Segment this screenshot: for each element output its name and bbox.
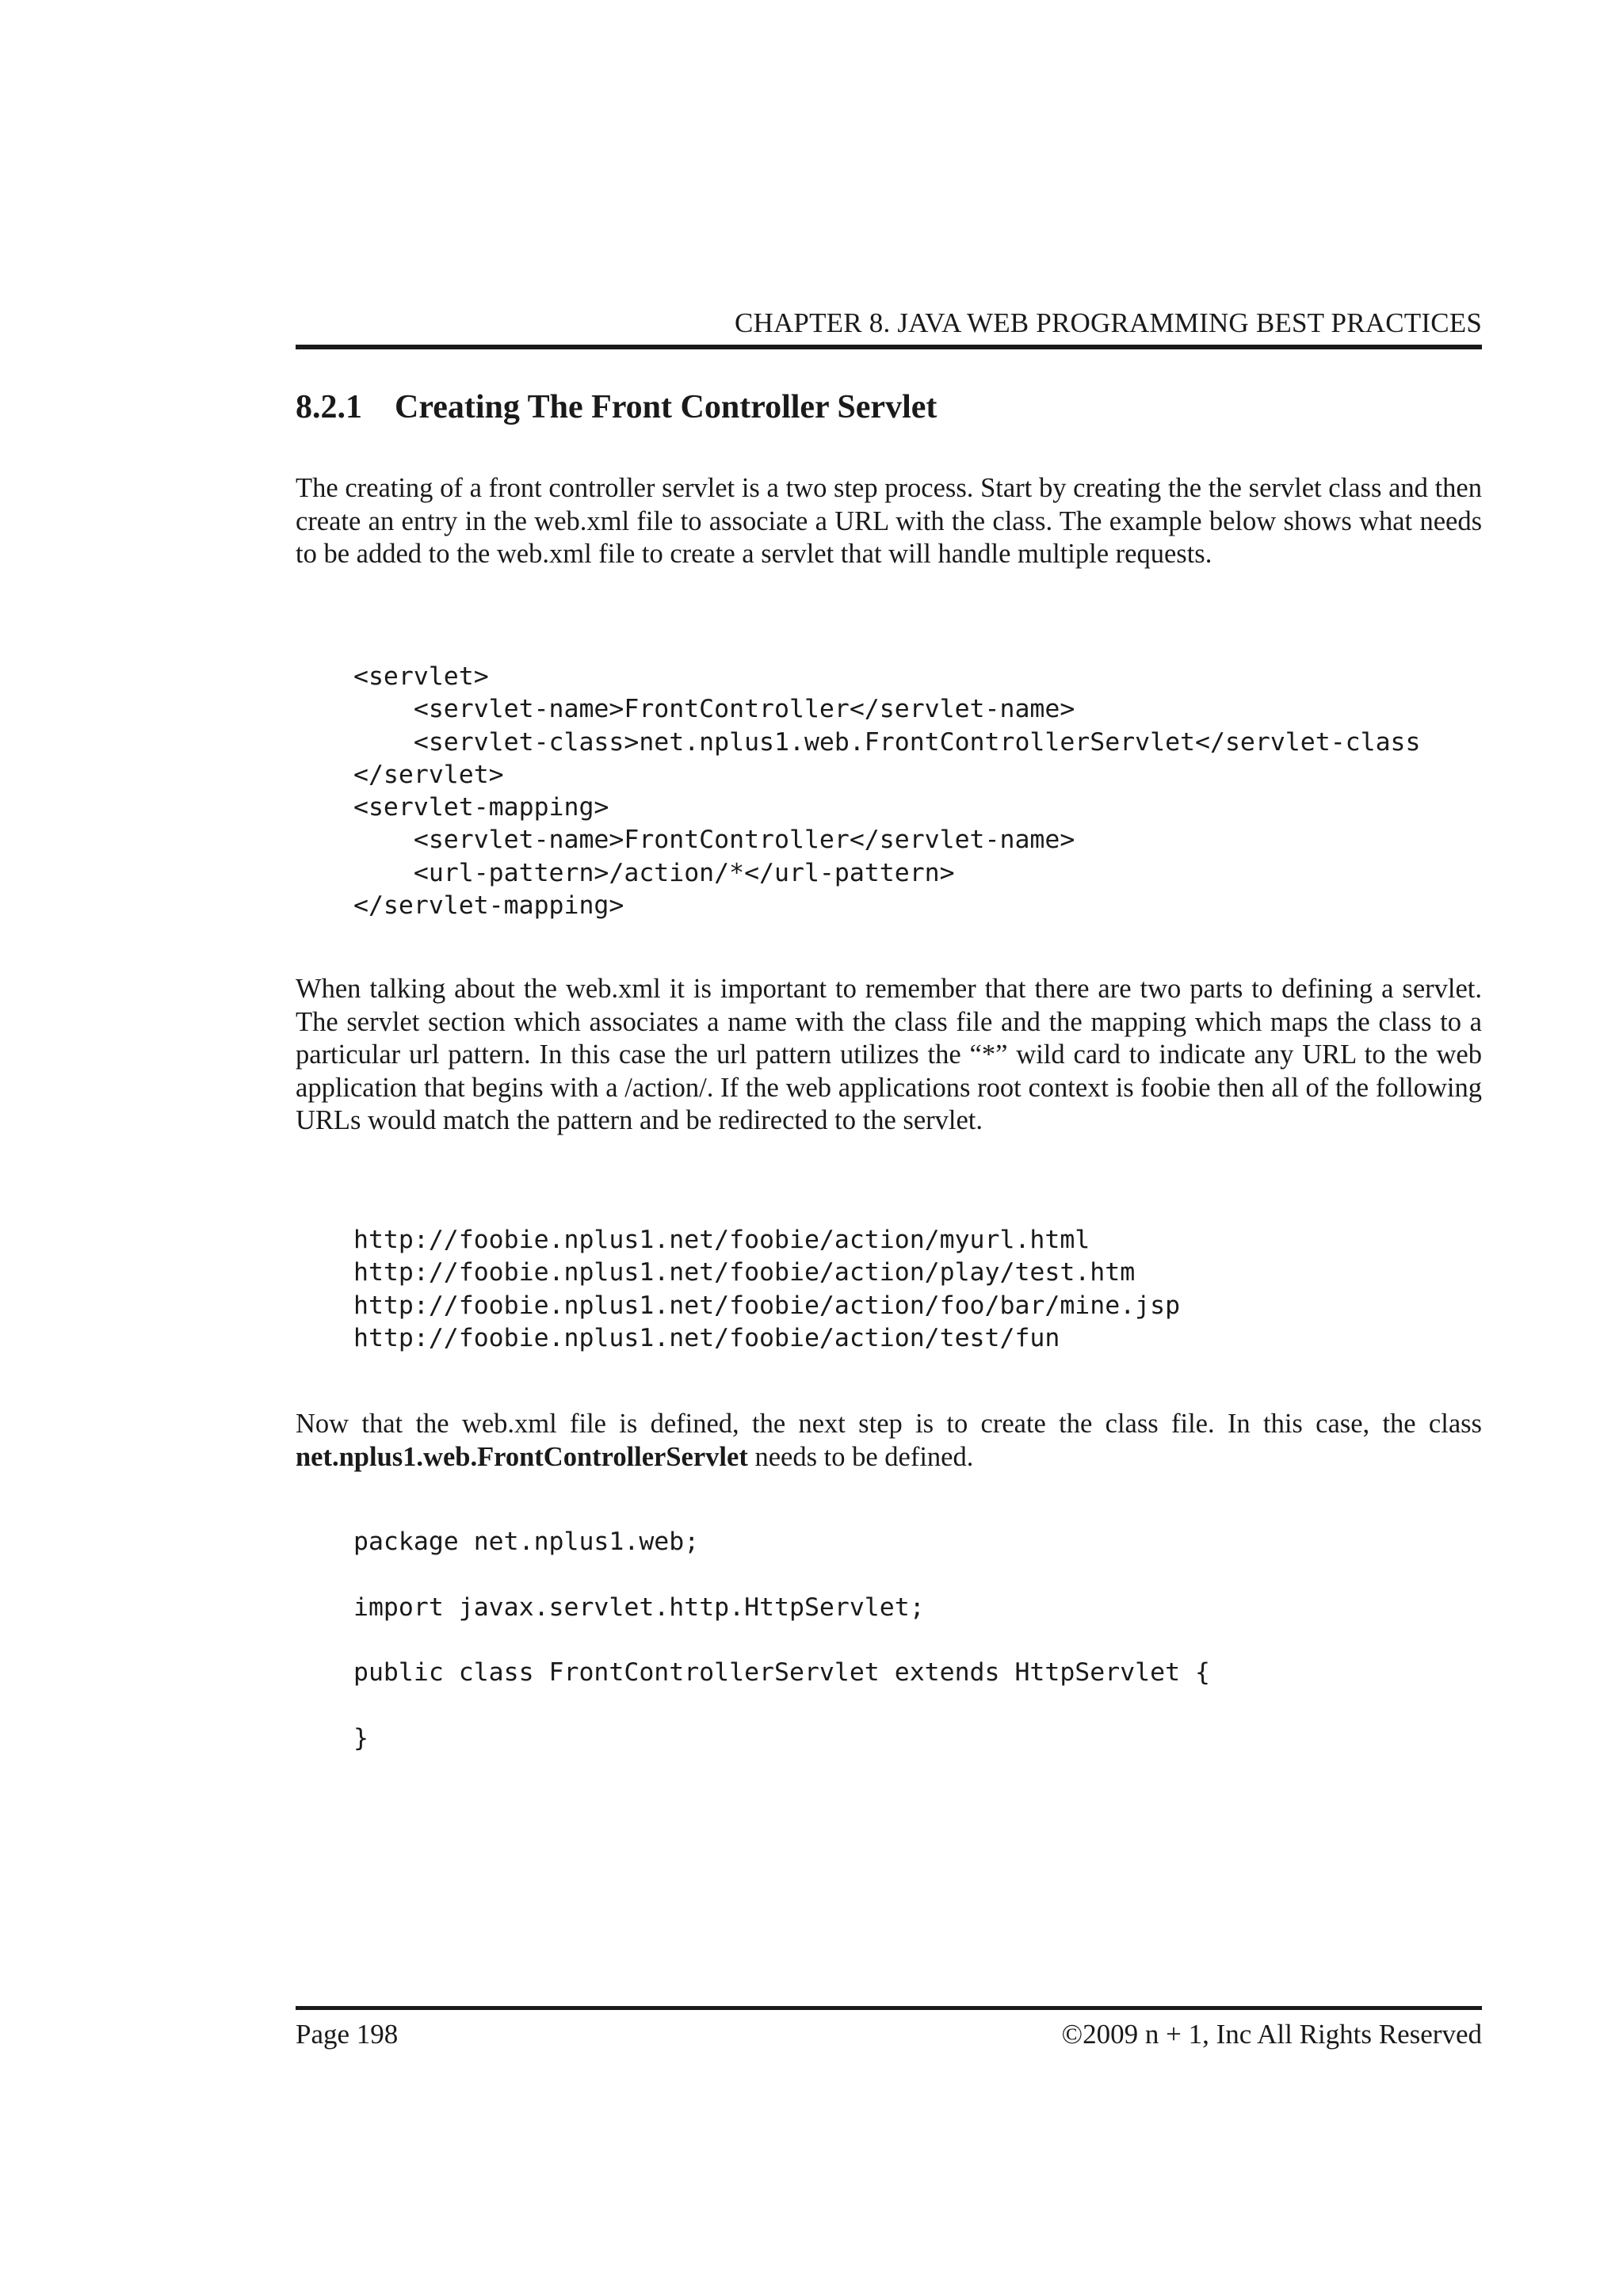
header-rule (296, 345, 1482, 349)
class-name-bold: net.nplus1.web.FrontControllerServlet (296, 1441, 748, 1472)
section-heading (296, 388, 937, 426)
paragraph-intro: The creating of a front controller servlet is a two step process. Start by creating the the servlet class and then create an entry in the web.xml file to associate a URL with the class. The example below shows what needs to be added to the web.xml file to create a servlet that will handle multiple requests. (296, 473, 1482, 569)
paragraph-class-file (296, 1408, 1482, 1474)
running-header: CHAPTER 8. JAVA WEB PROGRAMMING BEST PRACTICES (734, 307, 1482, 338)
paragraph-text: Now that the web.xml file is defined, the next step is to create the class file. In this case, the class (296, 1409, 1482, 1439)
copyright-notice: ©2009 n + 1, Inc All Rights Reserved (1061, 2019, 1482, 2050)
section-title: Creating The Front Controller Servlet (395, 389, 938, 425)
code-block-url-list: http://foobie.nplus1.net/foobie/action/myurl.html http://foobie.nplus1.net/foobie/action/play/test.htm http://foobie.nplus1.net/foobie/action/foo/bar/mine.jsp http://foobie.nplus1.net/foobie/action/test/fun (353, 1226, 1181, 1352)
paragraph-web-xml-explanation: When talking about the web.xml it is important to remember that there are two parts to defining a servlet. The servlet section which associates a name with the class file and the mapping which maps the class to a particular url pattern. In this case the url pattern utilizes the “*” wild card to indicate any URL to the web application that begins with a /action/. If the web applications root context is foobie then all of the following URLs would match the pattern and be redirected to the servlet. (296, 974, 1482, 1135)
footer-rule (296, 2006, 1482, 2010)
code-block-web-xml: <servlet> <servlet-name>FrontController</servlet-name> <servlet-class>net.nplus1.web.FrontControllerServlet</servlet-class </servlet> <servlet-mapping> <servlet-name>FrontController</servlet-name> <url-pattern>/action/*</url-pattern> </servlet-mapping> (353, 662, 1421, 921)
paragraph-text: needs to be defined. (747, 1441, 974, 1472)
section-number: 8.2.1 (296, 389, 362, 425)
code-block-java-class: package net.nplus1.web; import javax.servlet.http.HttpServlet; public class FrontControllerServlet extends HttpServlet { } (353, 1527, 1210, 1753)
page-number: Page 198 (296, 2019, 399, 2050)
